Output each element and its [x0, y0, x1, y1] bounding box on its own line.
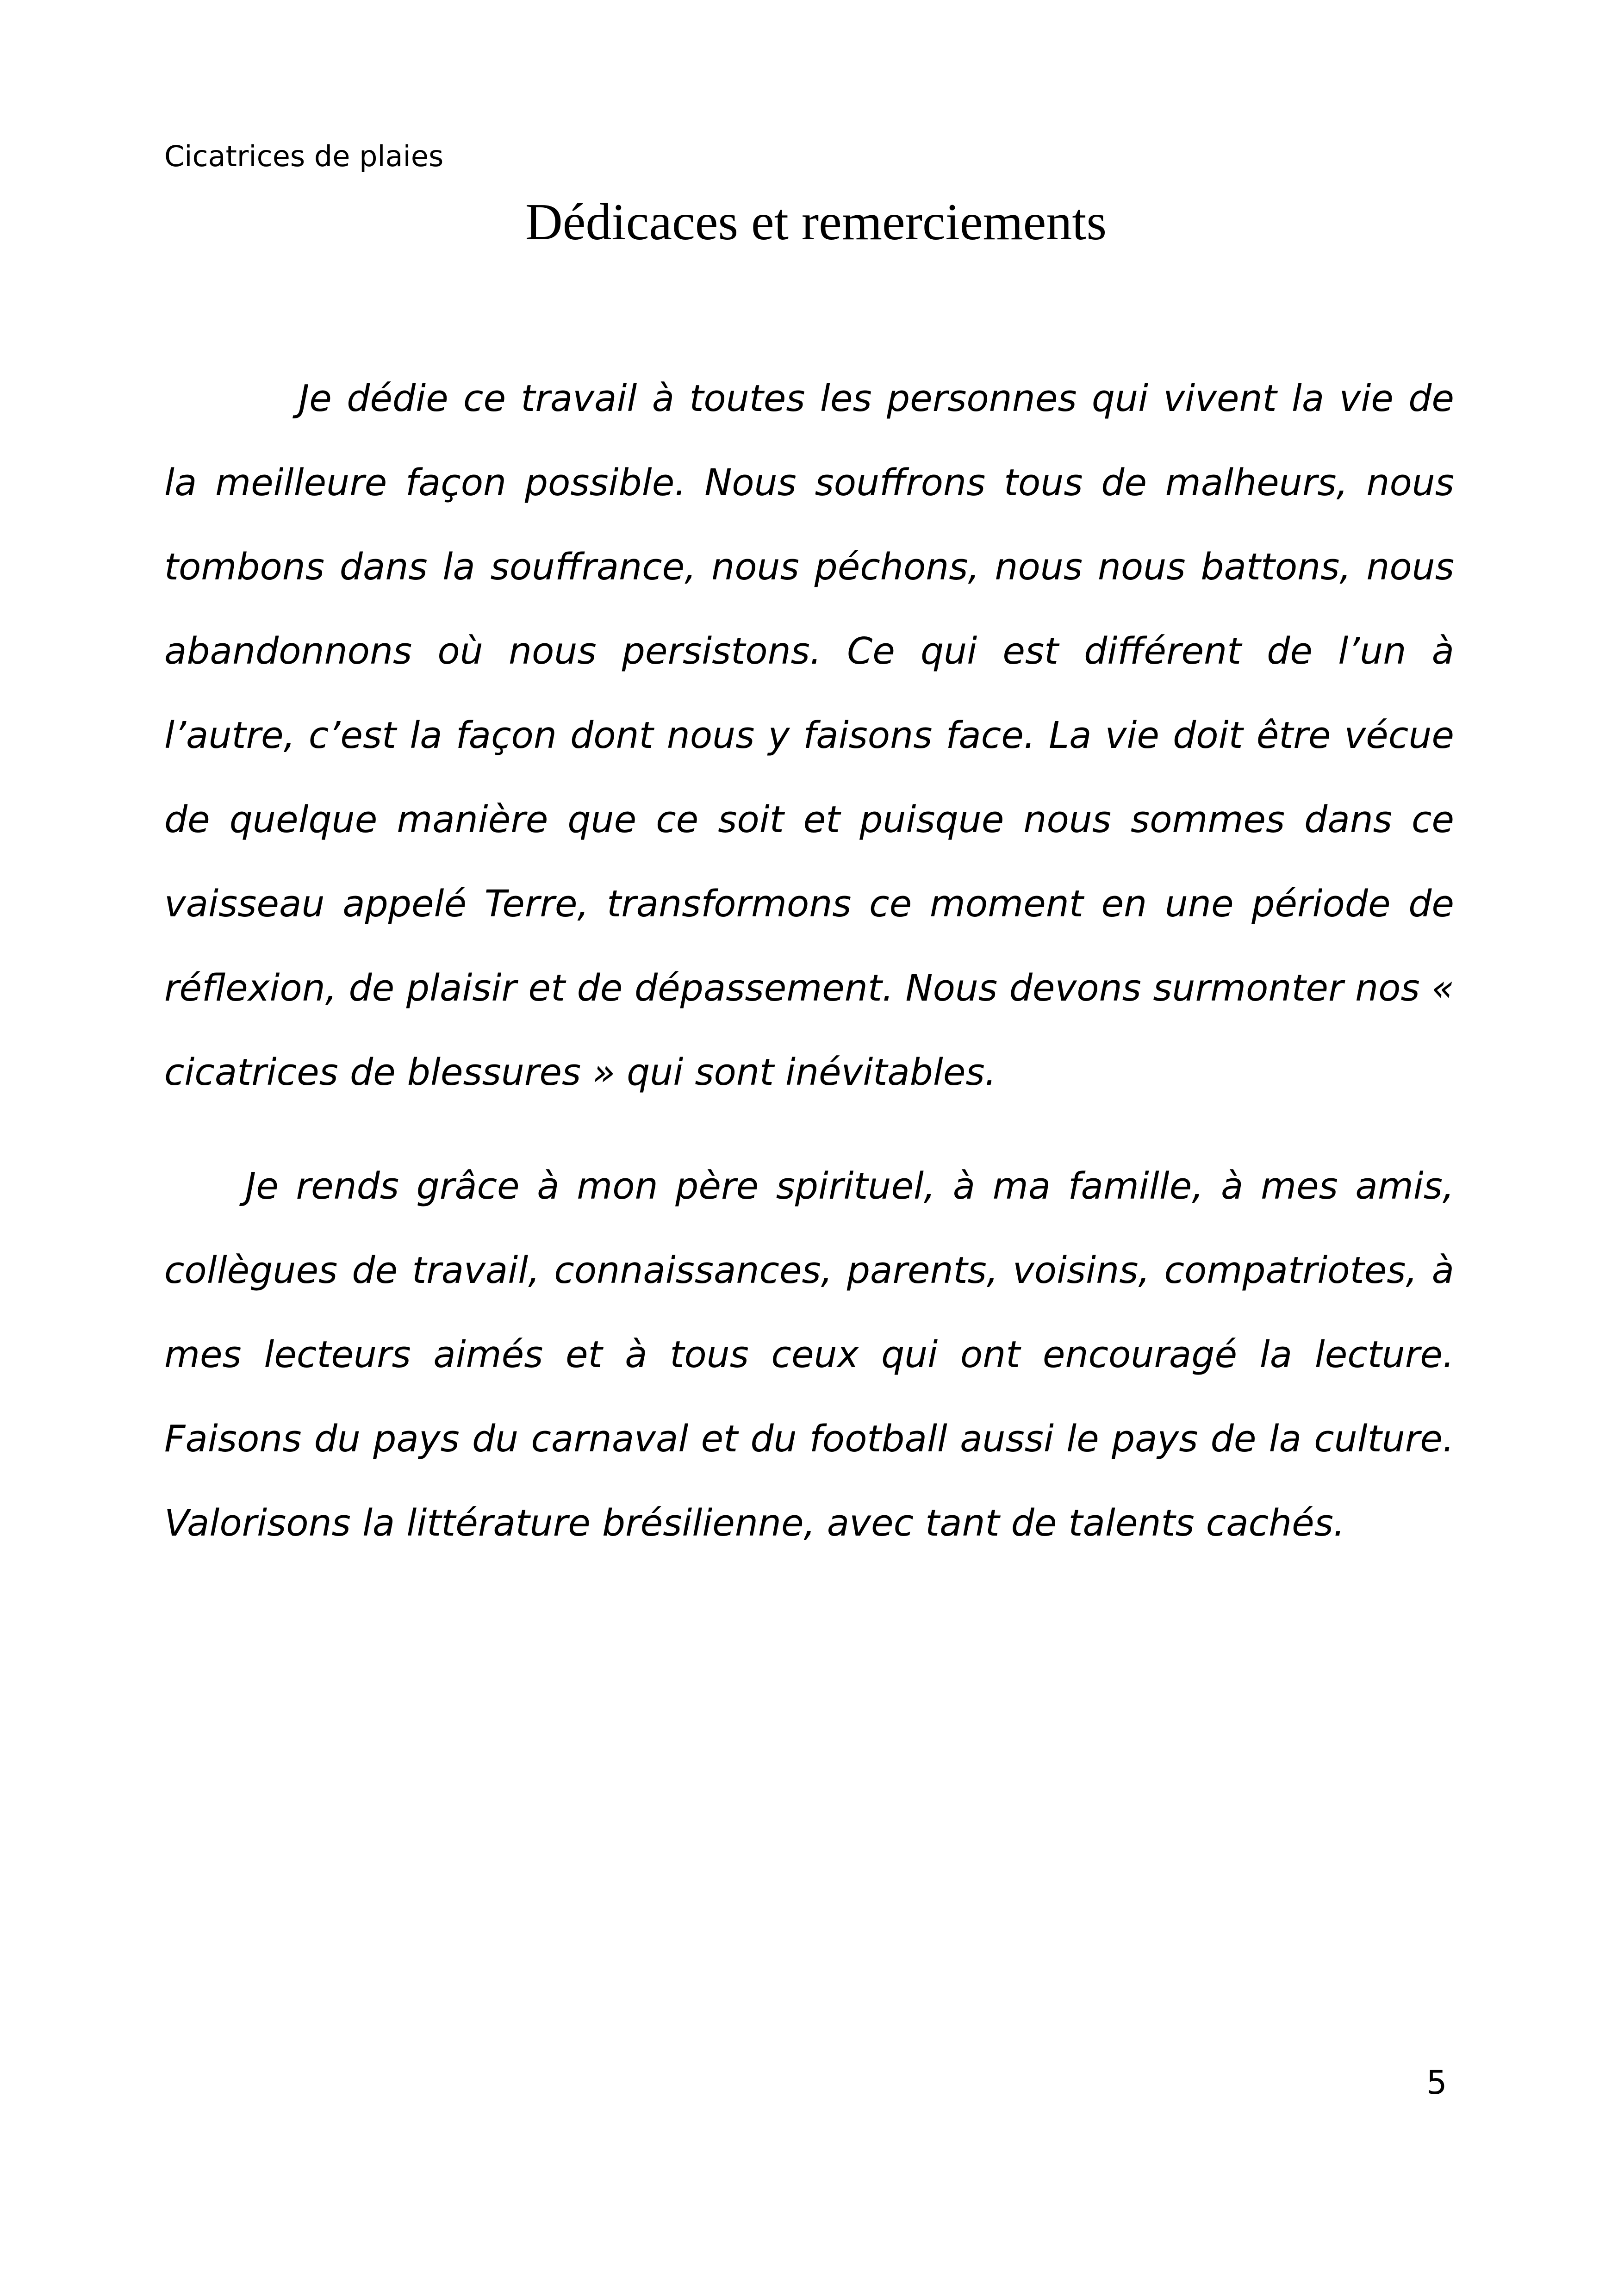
- acknowledgements-paragraph: Je rends grâce à mon père spirituel, à ma famille, à mes amis, collègues de travail, connaissances, parents, voisins, compatriotes, à mes lecteurs aimés et à tous ceux qui ont encouragé la lecture. Faisons du pays du carnaval et du football aussi le pays de la culture. Valorisons la littérature brésilienne, avec tant de talents cachés.: [164, 1165, 1454, 1544]
- page-title: Dédicaces et remerciements: [525, 193, 1107, 251]
- page-number: 5: [1426, 2064, 1447, 2102]
- dedication-paragraph: Je dédie ce travail à toutes les personnes qui vivent la vie de la meilleure façon possible. Nous souffrons tous de malheurs, nous tombons dans la souffrance, nous péchons, nous nous battons, nous abandonnons où nous persistons. Ce qui est différent de l’un à l’autre, c’est la façon dont nous y faisons face. La vie doit être vécue de quelque manière que ce soit et puisque nous sommes dans ce vaisseau appelé Terre, transformons ce moment en une période de réflexion, de plaisir et de dépassement. Nous devons surmonter nos « cicatrices de blessures » qui sont inévitables.: [164, 377, 1454, 1094]
- running-header: Cicatrices de plaies: [164, 139, 444, 173]
